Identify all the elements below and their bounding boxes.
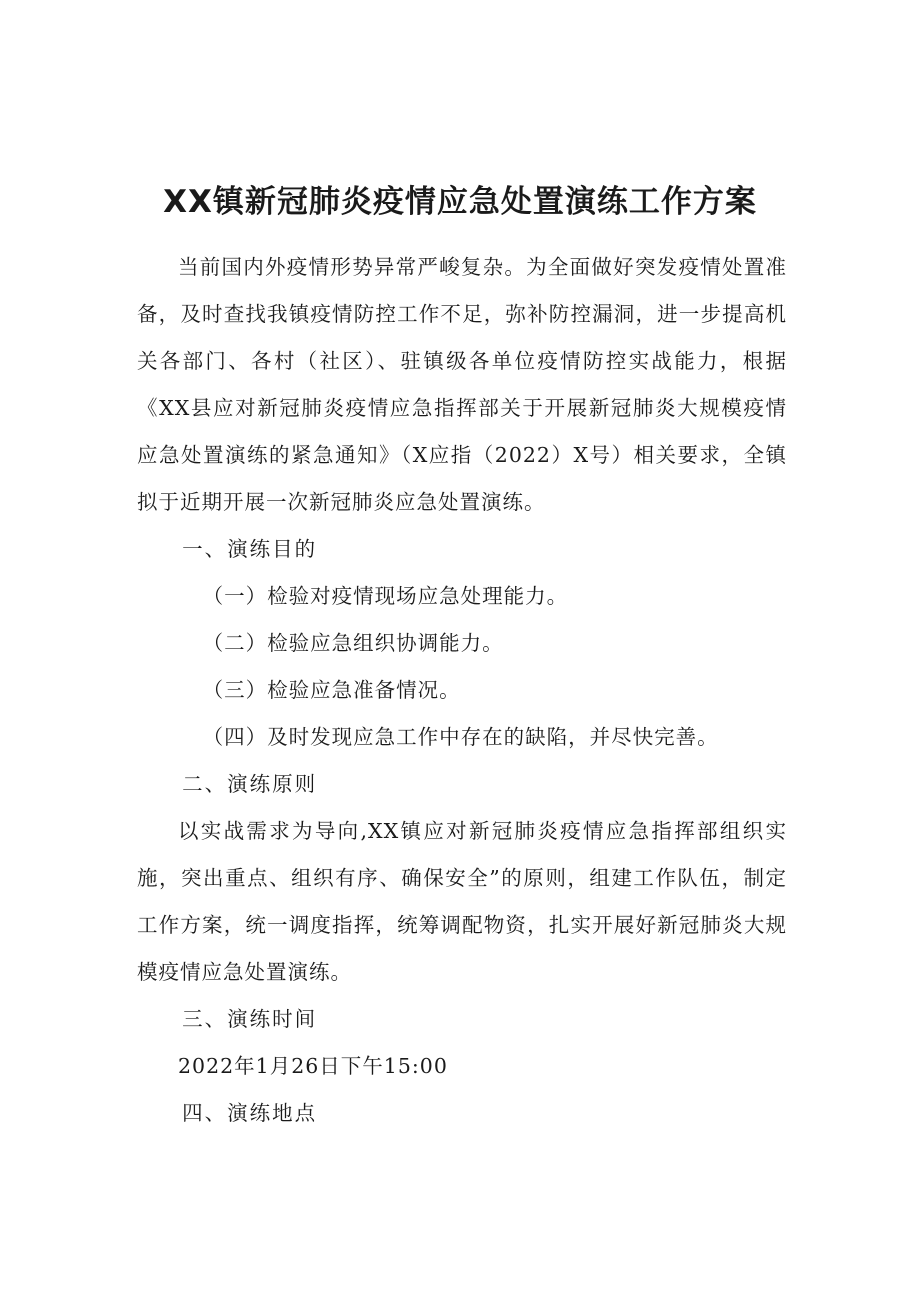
document-body	[137, 244, 787, 1137]
section-heading-location: 四、演练地点	[182, 1101, 318, 1125]
principle-paragraph: 以实战需求为导向,XX镇应对新冠肺炎疫情应急指挥部组织实施，突出重点、组织有序、确保安全”的原则，组建工作队伍，制定工作方案，统一调度指挥，统筹调配物资，扎实开展好新冠肺炎大规模疫情应急处置演练。	[137, 819, 787, 984]
purpose-item-1: （一）检验对疫情现场应急处理能力。	[202, 584, 569, 608]
section-heading-time: 三、演练时间	[182, 1007, 318, 1031]
section-heading-purpose: 一、演练目的	[182, 537, 318, 561]
purpose-item-3: （三）检验应急准备情况。	[202, 678, 461, 702]
intro-paragraph: 当前国内外疫情形势异常严峻复杂。为全面做好突发疫情处置准备，及时查找我镇疫情防控工作不足，弥补防控漏洞，进一步提高机关各部门、各村（社区）、驻镇级各单位疫情防控实战能力，根据《XX县应对新冠肺炎疫情应急指挥部关于开展新冠肺炎大规模疫情应急处置演练的紧急通知》（X应指（2022）X号）相关要求，全镇拟于近期开展一次新冠肺炎应急处置演练。	[137, 255, 787, 514]
time-paragraph: 2022年1月26日下午15:00	[178, 1054, 448, 1078]
document-title: XX镇新冠肺炎疫情应急处置演练工作方案	[163, 184, 757, 220]
section-heading-principle: 二、演练原则	[182, 772, 318, 796]
purpose-item-4: （四）及时发现应急工作中存在的缺陷，并尽快完善。	[202, 725, 719, 749]
purpose-item-2: （二）检验应急组织协调能力。	[202, 631, 504, 655]
